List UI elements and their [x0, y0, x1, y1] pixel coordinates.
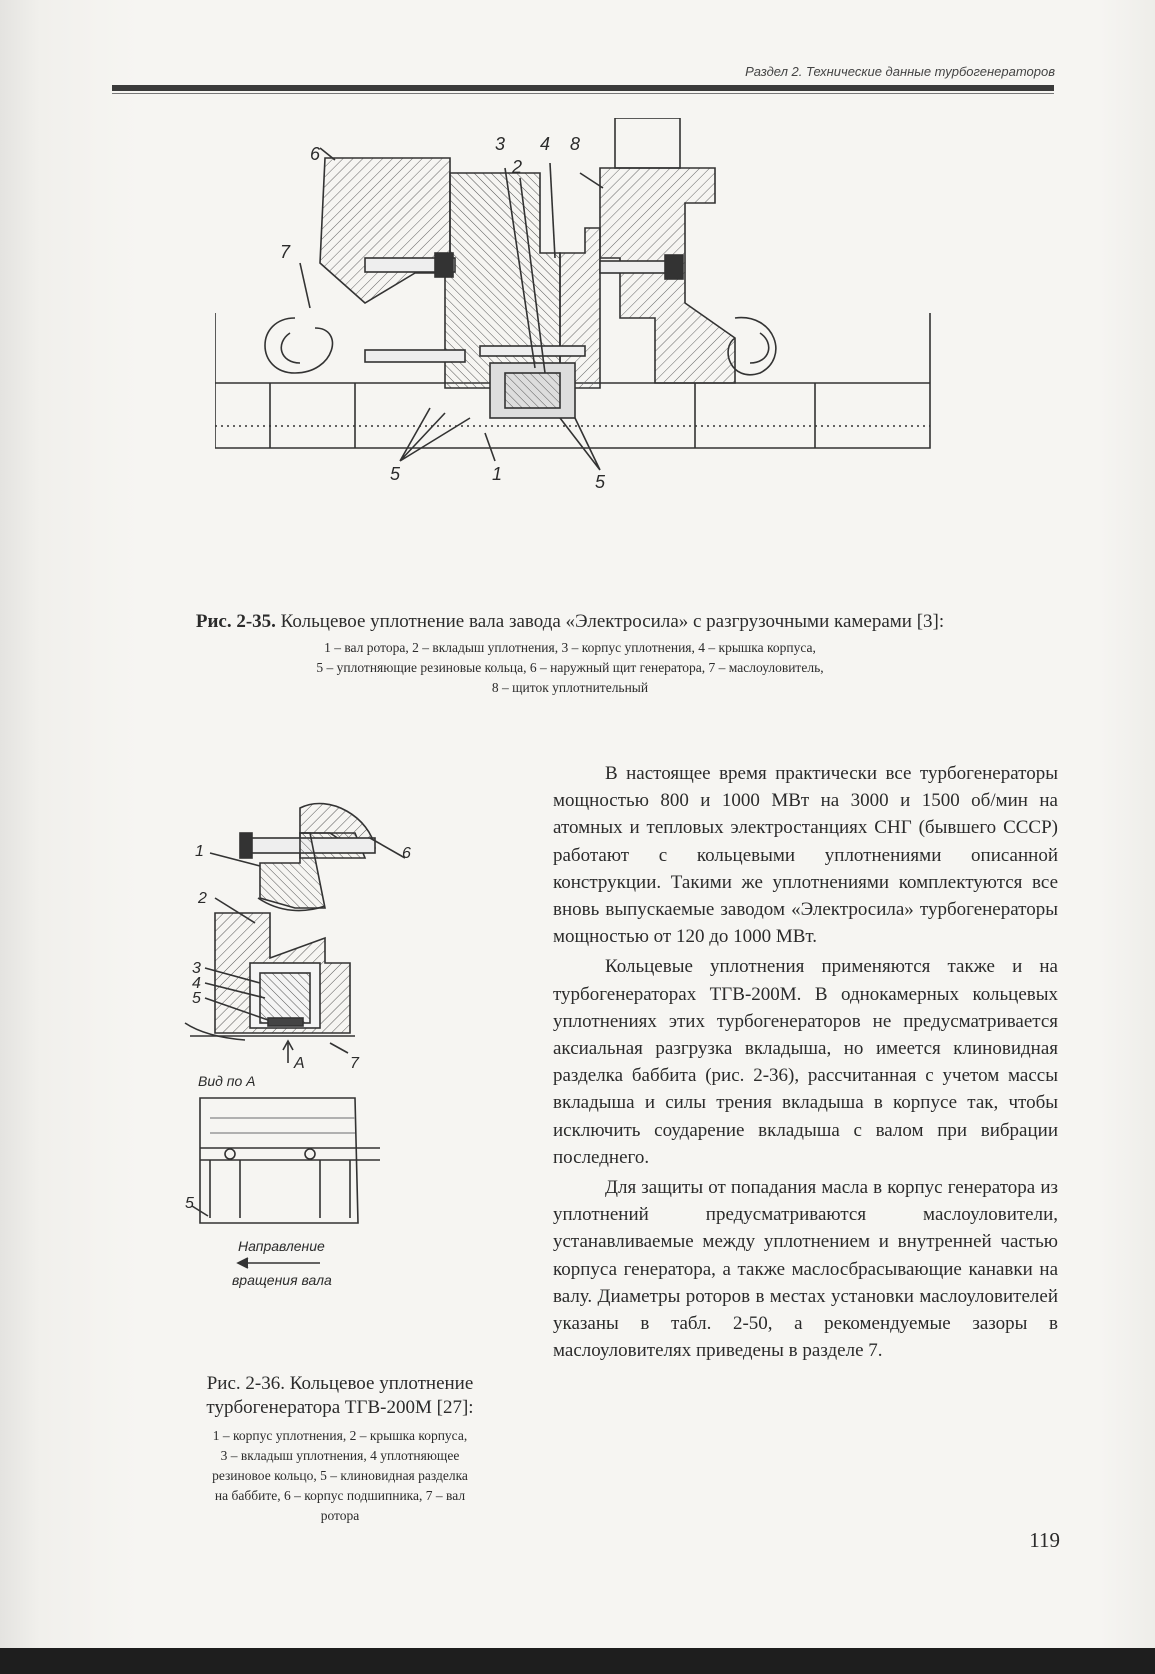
- page-number: 119: [1029, 1528, 1060, 1552]
- fig2-callout-3: 3: [192, 960, 201, 977]
- figure-2-36-caption: [140, 1372, 540, 1526]
- fig1-callout-2: 2: [512, 157, 523, 177]
- fig1-callout-7: 7: [280, 242, 291, 262]
- fig2-legend-line: 1 – корпус уплотнения, 2 – крышка корпуса,: [212, 1428, 468, 1443]
- fig2-legend-line: на баббите, 6 – корпус подшипника, 7 – вал: [214, 1488, 466, 1503]
- paragraph: Кольцевые уплотнения применяются также и на турбогенераторах ТГВ-200М. В однокамерных кольцевых уплотнениях этих турбогенераторов не предусматривается аксиальная разгрузка вкладыша, но имеется клиновидная разделка баббита (рис. 2-36), рассчитанная с учетом массы вкладыша и силы трения вкладыша в корпусе так, чтобы исключить соударение вкладыша с валом при вибрации последнего.: [553, 956, 1058, 1168]
- paragraph: Для защиты от попадания масла в корпус генератора из уплотнений предусматриваются маслоуловители, устанавливаемые между уплотнением и внутренней частью корпуса генератора, а также маслосбрасывающие канавки на валу. Диаметры роторов в местах установки маслоуловителей указаны в табл. 2-50, а рекомендуемые зазоры в маслоуловителях приведены в разделе 7.: [553, 1177, 1058, 1362]
- fig2-callout-5-view: 5: [185, 1195, 194, 1212]
- fig1-callout-8: 8: [570, 134, 581, 154]
- fig1-callout-5-left: 5: [390, 464, 401, 484]
- fig2-callout-7: 7: [350, 1055, 359, 1072]
- fig1-callout-3: 3: [495, 134, 506, 154]
- fig2-caption-title-1: Рис. 2-36. Кольцевое уплотнение: [206, 1373, 474, 1394]
- header-rule-thin: [112, 93, 1054, 94]
- fig2-callout-6: 6: [402, 845, 411, 862]
- fig1-legend-line: 5 – уплотняющие резиновые кольца, 6 – наружный щит генератора, 7 – маслоуловитель,: [316, 660, 824, 675]
- fig2-callout-1: 1: [195, 843, 204, 860]
- fig2-legend-line: ротора: [320, 1508, 360, 1523]
- fig2-callout-A: A: [294, 1055, 305, 1072]
- fig2-legend: [140, 1426, 540, 1526]
- fig2-callout-4: 4: [192, 975, 201, 992]
- fig2-callout-5: 5: [192, 990, 201, 1007]
- fig1-caption-text: Кольцевое уплотнение вала завода «Электросила» с разгрузочными камерами [3]:: [280, 611, 945, 632]
- scan-bottom-edge: [0, 1648, 1155, 1674]
- body-text: [553, 760, 1058, 1367]
- figure-2-35-caption: [150, 610, 990, 698]
- fig1-callout-5-right: 5: [595, 472, 606, 492]
- fig1-legend: [150, 638, 990, 698]
- fig1-callout-6: 6: [310, 144, 321, 164]
- fig1-callout-4: 4: [540, 134, 551, 154]
- fig1-callout-1: 1: [492, 464, 503, 484]
- fig2-caption-title-2: турбогенератора ТГВ-200М [27]:: [206, 1397, 474, 1418]
- fig1-caption-title: [150, 610, 990, 634]
- fig1-legend-line: 1 – вал ротора, 2 – вкладыш уплотнения, 3 – корпус уплотнения, 4 – крышка корпуса,: [324, 640, 816, 655]
- fig2-legend-line: резиновое кольцо, 5 – клиновидная разделка: [212, 1468, 468, 1483]
- fig2-view-label: Вид по А: [198, 1073, 256, 1089]
- fig2-direction-label-1: Направление: [238, 1238, 325, 1254]
- fig2-legend-line: 3 – вкладыш уплотнения, 4 уплотняющее: [220, 1448, 460, 1463]
- paragraph: В настоящее время практически все турбогенераторы мощностью 800 и 1000 МВт на 3000 и 1500 об/мин на атомных и тепловых электростанциях СНГ (бывшего СССР) работают с кольцевыми уплотнениями описанной конструкции. Такими же уплотнениями комплектуются все вновь выпускаемые заводом «Электросила» турбогенераторы мощностью от 120 до 1000 МВт.: [553, 763, 1058, 948]
- fig1-legend-line: 8 – щиток уплотнительный: [491, 680, 649, 695]
- running-head: Раздел 2. Технические данные турбогенераторов: [745, 64, 1055, 79]
- figure-2-36-drawing: [180, 788, 540, 1378]
- figure-2-35-drawing: [215, 118, 935, 538]
- fig2-direction-label-2: вращения вала: [232, 1272, 332, 1288]
- fig1-caption-label: Рис. 2-35.: [195, 611, 276, 632]
- header-rule: [112, 85, 1054, 91]
- fig2-callout-2: 2: [198, 890, 207, 907]
